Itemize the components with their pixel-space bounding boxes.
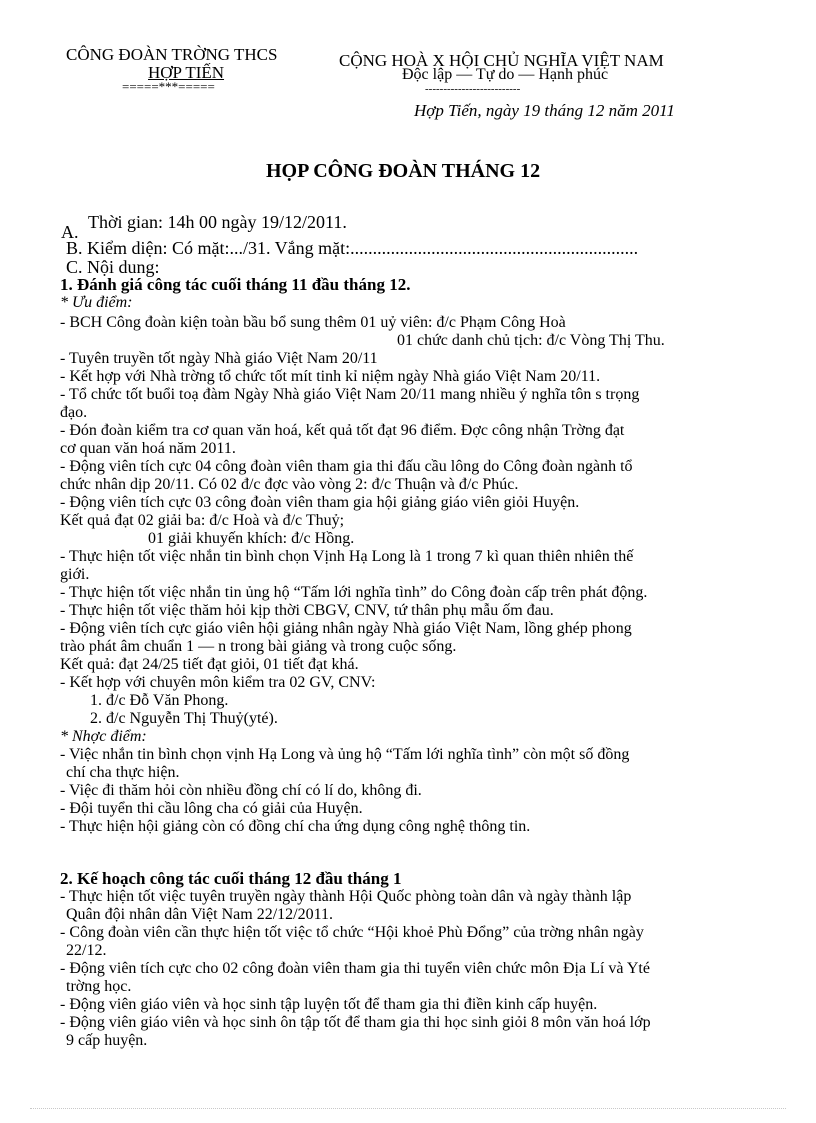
national-motto: Độc lập — Tự do — Hạnh phúc xyxy=(402,66,609,83)
list-item: 1. đ/c Đỗ Văn Phong. xyxy=(90,692,229,709)
list-item: - Động viên giáo viên và học sinh tập luyện tốt để tham gia thi điền kinh cấp huyện. xyxy=(60,996,598,1013)
list-item: 2. đ/c Nguyễn Thị Thuỷ(yté). xyxy=(90,710,278,727)
list-item: - Thực hiện tốt việc thăm hỏi kịp thời CBGV, CNV, tứ thân phụ mẫu ốm đau. xyxy=(60,602,554,619)
meta-content-label: C. Nội dung: xyxy=(66,257,160,277)
place-date: Hợp Tiến, ngày 19 tháng 12 năm 2011 xyxy=(414,101,675,120)
list-item: 22/12. xyxy=(66,942,107,959)
motto-rule: -------------------------- xyxy=(425,83,521,95)
list-item: - Động viên tích cực giáo viên hội giảng nhân ngày Nhà giáo Việt Nam, lồng ghép phong xyxy=(60,620,632,637)
list-item: 01 giải khuyến khích: đ/c Hồng. xyxy=(148,530,355,547)
list-item: 9 cấp huyện. xyxy=(66,1032,148,1049)
meta-attendance: B. Kiểm diện: Có mặt:.../31. Vắng mặt:................................................................ xyxy=(66,238,639,258)
list-item: Kết quả đạt 02 giải ba: đ/c Hoà và đ/c Thuỷ; xyxy=(60,512,345,529)
list-item: - BCH Công đoàn kiện toàn bầu bổ sung thêm 01 uỷ viên: đ/c Phạm Công Hoà xyxy=(60,314,566,331)
list-item: cơ quan văn hoá năm 2011. xyxy=(60,440,236,457)
org-name-line2: HỢP TIẾN xyxy=(148,63,225,82)
list-item: - Thực hiện tốt việc nhắn tin ủng hộ “Tấm lới nghĩa tình” do Công đoàn cấp trên phát động. xyxy=(60,584,648,601)
list-item: - Thực hiện hội giảng còn có đồng chí cha ứng dụng công nghệ thông tin. xyxy=(60,818,531,835)
list-item: giới. xyxy=(60,566,90,583)
republic-title: CỘNG HOÀ X HỘI CHỦ NGHĨA VIỆT NAM xyxy=(339,51,664,70)
list-item: - Đón đoàn kiểm tra cơ quan văn hoá, kết quả tốt đạt 96 điểm. Đợc công nhận Trờng đạt xyxy=(60,422,625,439)
list-item: - Động viên tích cực 03 công đoàn viên tham gia hội giảng giáo viên giỏi Huyện. xyxy=(60,494,580,511)
section1-title: 1. Đánh giá công tác cuối tháng 11 đầu tháng 12. xyxy=(60,275,411,294)
list-item: - Kết hợp với Nhà trờng tổ chức tốt mít tinh kỉ niệm ngày Nhà giáo Việt Nam 20/11. xyxy=(60,368,601,385)
list-item: chức nhân dịp 20/11. Có 02 đ/c đợc vào vòng 2: đ/c Thuận và đ/c Phúc. xyxy=(60,476,519,493)
list-item: - Kết hợp với chuyên môn kiểm tra 02 GV, CNV: xyxy=(60,674,376,691)
meta-time: Thời gian: 14h 00 ngày 19/12/2011. xyxy=(88,212,347,232)
list-item: đạo. xyxy=(60,404,88,421)
list-item: - Tổ chức tốt buổi toạ đàm Ngày Nhà giáo Việt Nam 20/11 mang nhiều ý nghĩa tôn s trọng xyxy=(60,386,640,403)
list-item: chí cha thực hiện. xyxy=(66,764,180,781)
list-item: - Động viên giáo viên và học sinh ôn tập tốt để tham gia thi học sinh giỏi 8 môn văn hoá lớp xyxy=(60,1014,651,1031)
list-item: trào phát âm chuẩn 1 — n trong bài giảng và trong cuộc sống. xyxy=(60,638,457,655)
list-item: - Động viên tích cực cho 02 công đoàn viên tham gia thi tuyển viên chức môn Địa Lí và Yté xyxy=(60,960,650,977)
page-bottom-border xyxy=(30,1108,786,1109)
section1-pros-label: * Ưu điểm: xyxy=(60,294,133,311)
meta-a-label: A. xyxy=(61,222,79,242)
list-item: - Thực hiện tốt việc tuyên truyền ngày thành Hội Quốc phòng toàn dân và ngày thành lập xyxy=(60,888,632,905)
page-title: HỌP CÔNG ĐOÀN THÁNG 12 xyxy=(266,160,541,182)
list-item: - Việc đi thăm hỏi còn nhiều đồng chí có lí do, không đi. xyxy=(60,782,422,799)
section1-cons-label: * Nhợc điểm: xyxy=(60,728,147,745)
list-item: - Động viên tích cực 04 công đoàn viên tham gia thi đấu cầu lông do Công đoàn ngành tổ xyxy=(60,458,633,475)
list-item: - Đội tuyển thi cầu lông cha có giải của Huyện. xyxy=(60,800,363,817)
list-item: - Tuyên truyền tốt ngày Nhà giáo Việt Nam 20/11 xyxy=(60,350,378,367)
list-item: - Công đoàn viên cần thực hiện tốt việc tổ chức “Hội khoẻ Phù Đổng” của trờng nhân ngày xyxy=(60,924,644,941)
org-decoration: =====***===== xyxy=(122,79,215,94)
list-item: - Thực hiện tốt việc nhắn tin bình chọn Vịnh Hạ Long là 1 trong 7 kì quan thiên nhiên thế xyxy=(60,548,634,565)
section2-title: 2. Kế hoạch công tác cuối tháng 12 đầu tháng 1 xyxy=(60,869,402,888)
list-item: - Việc nhắn tin bình chọn vịnh Hạ Long và ủng hộ “Tấm lới nghĩa tình” còn một số đồng xyxy=(60,746,630,763)
list-item: Quân đội nhân dân Việt Nam 22/12/2011. xyxy=(66,906,333,923)
list-item: trờng học. xyxy=(66,978,132,995)
list-item: Kết quả: đạt 24/25 tiết đạt giỏi, 01 tiết đạt khá. xyxy=(60,656,359,673)
list-item: 01 chức danh chủ tịch: đ/c Vòng Thị Thu. xyxy=(397,332,665,349)
org-name-line1: CÔNG ĐOÀN TRỜNG THCS xyxy=(66,45,278,64)
